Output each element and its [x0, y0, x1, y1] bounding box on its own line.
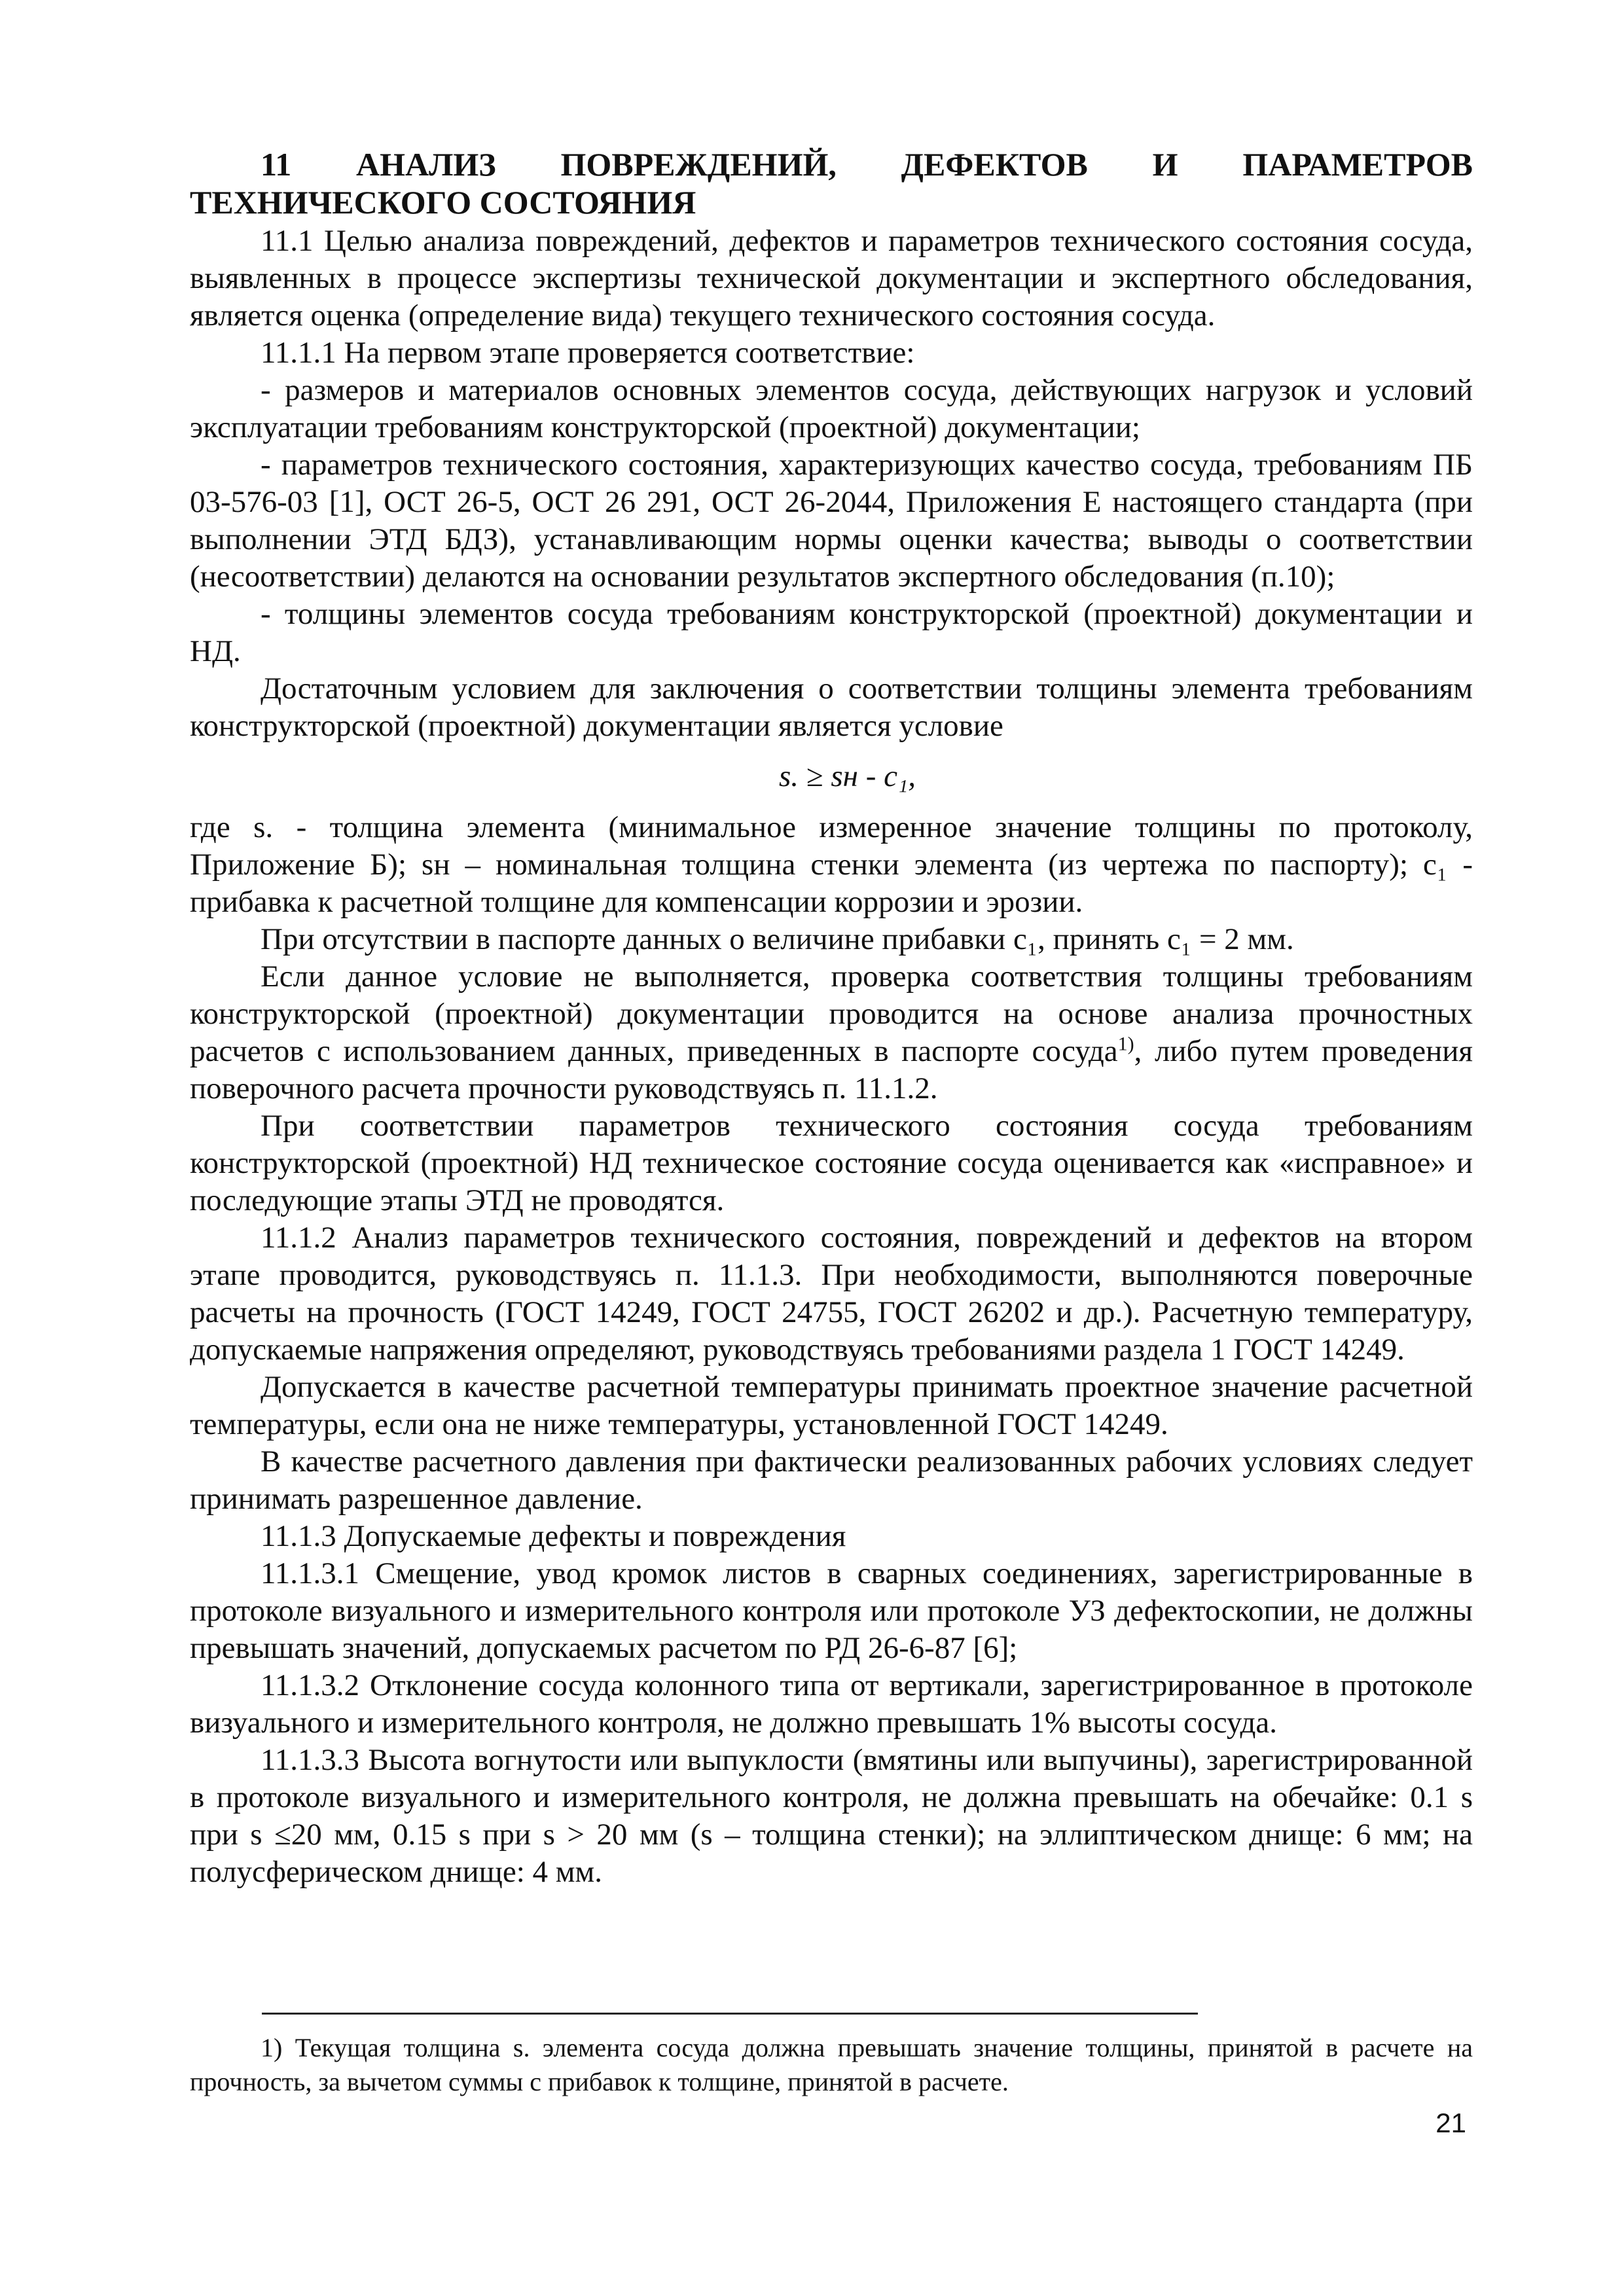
strength-check-text: Если данное условие не выполняется, проверка соответствия толщины требованиям конструкторской (проектной) документации проводится на основе анализа прочностных расчетов с использованием данных, приведенных в паспорте сосуда: [190, 960, 1473, 1068]
paragraph-strength-check: [190, 958, 1473, 1107]
paragraph-11-1-3-1: 11.1.3.1 Смещение, увод кромок листов в сварных соединениях, зарегистрированные в протоколе визуального и измерительного контроля или протоколе УЗ дефектоскопии, не должны превышать значений, допускаемых расчетом по РД 26-6-87 [6];: [190, 1556, 1473, 1665]
paragraph-11-1-3-3: 11.1.3.3 Высота вогнутости или выпуклости (вмятины или выпучины), зарегистрированной в протоколе визуального и измерительного контроля, не должна превышать на обечайке: 0.1 s при s ≤20 мм, 0.15 s при s > 20 мм (s – толщина стенки); на эллиптическом днище: 6 мм; на полусферическом днище: 4 мм.: [190, 1743, 1473, 1889]
paragraph-condition: Достаточным условием для заключения о соответствии толщины элемента требованиям конструкторской (проектной) документации является условие: [190, 672, 1473, 743]
section-heading: 11 АНАЛИЗ ПОВРЕЖДЕНИЙ, ДЕФЕКТОВ И ПАРАМЕТРОВ ТЕХНИЧЕСКОГО СОСТОЯНИЯ: [190, 146, 1473, 221]
paragraph-11-1-1: 11.1.1 На первом этапе проверяется соответствие:: [261, 336, 915, 370]
paragraph-11-1-2: 11.1.2 Анализ параметров технического состояния, повреждений и дефектов на втором этапе проводится, руководствуясь п. 11.1.3. При необходимости, выполняются поверочные расчеты на прочность (ГОСТ 14249, ГОСТ 24755, ГОСТ 26202 и др.). Расчетную температуру, допускаемые напряжения определяют, руководствуясь требованиями раздела 1 ГОСТ 14249.: [190, 1221, 1473, 1367]
paragraph-design-temperature: Допускается в качестве расчетной температуры принимать проектное значение расчетной температуры, если она не ниже температуры, установленной ГОСТ 14249.: [190, 1370, 1473, 1441]
page-number: 21: [1435, 2108, 1466, 2138]
footnote-reference: 1): [1117, 1033, 1134, 1055]
list-item-parameters: - параметров технического состояния, характеризующих качество сосуда, требованиям ПБ 03-576-03 [1], ОСТ 26-5, ОСТ 26 291, ОСТ 26-2044, Приложения Е настоящего стандарта (при выполнении ЭТД БДЗ), устанавливающим нормы оценки качества; выводы о соответствии (несоответствии) делаются на основании результатов экспертного обследования (п.10);: [190, 448, 1473, 594]
paragraph-design-pressure: В качестве расчетного давления при фактически реализованных рабочих условиях следует принимать разрешенное давление.: [190, 1444, 1473, 1516]
paragraph-11-1: 11.1 Целью анализа повреждений, дефектов и параметров технического состояния сосуда, выявленных в процессе экспертизы технической документации и экспертного обследования, является оценка (определение вида) текущего технического состояния сосуда.: [190, 224, 1473, 332]
formula-legend: где s. - толщина элемента (минимальное измеренное значение толщины по протоколу, Приложение Б); sн – номинальная толщина стенки элемента (из чертежа по паспорту); c₁ - прибавка к расчетной толщине для компенсации коррозии и эрозии.: [190, 810, 1473, 919]
footnote-divider: [262, 2013, 1198, 2015]
paragraph-serviceable: При соответствии параметров технического состояния сосуда требованиям конструкторской (проектной) НД техническое состояние сосуда оценивается как «исправное» и последующие этапы ЭТД не проводятся.: [190, 1109, 1473, 1217]
list-item-thickness: - толщины элементов сосуда требованиям конструкторской (проектной) документации и НД.: [190, 597, 1473, 668]
paragraph-11-1-3: 11.1.3 Допускаемые дефекты и повреждения: [261, 1519, 846, 1553]
paragraph-11-1-3-2: 11.1.3.2 Отклонение сосуда колонного типа от вертикали, зарегистрированное в протоколе визуального и измерительного контроля, не должно превышать 1% высоты сосуда.: [190, 1668, 1473, 1740]
footnote: 1) Текущая толщина s. элемента сосуда должна превышать значение толщины, принятой в расчете на прочность, за вычетом суммы c прибавок к толщине, принятой в расчете.: [190, 2033, 1473, 2096]
strength-check-continuation: , либо путем проведения поверочного расчета прочности руководствуясь п. 11.1.2.: [190, 1034, 1473, 1105]
paragraph-default-allowance: При отсутствии в паспорте данных о величине прибавки c₁, принять c₁ = 2 мм.: [261, 922, 1294, 956]
page-body: [190, 145, 1473, 1891]
list-item-dimensions: - размеров и материалов основных элементов сосуда, действующих нагрузок и условий эксплуатации требованиям конструкторской (проектной) документации;: [190, 373, 1473, 444]
thickness-formula: s. ≥ sн - c₁,: [779, 759, 916, 793]
